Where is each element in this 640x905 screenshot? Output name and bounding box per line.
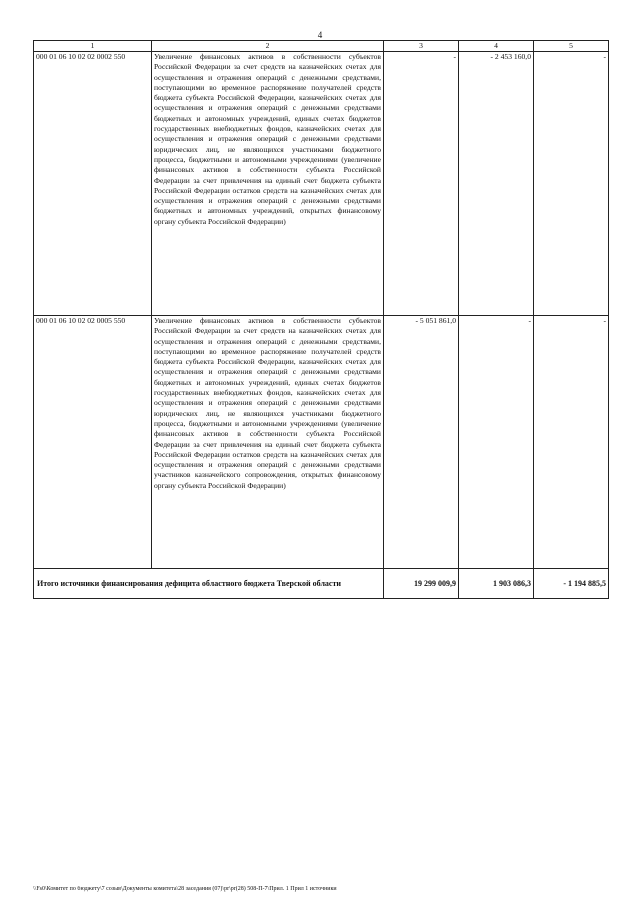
total-row bbox=[34, 569, 609, 599]
total-label: Итого источники финансирования дефицита областного бюджета Тверской области bbox=[34, 569, 384, 599]
header-col-4: 4 bbox=[459, 41, 534, 52]
table-row bbox=[34, 52, 609, 316]
file-path-footer: \\Fs0\Комитет по бюджету\7 созыв\Документы комитета\28 заседания (07)\pr\pr(28) 508-П-7\Прил. 1 Прил 1 источники bbox=[33, 886, 337, 892]
value-cell-col4: - bbox=[459, 316, 534, 569]
header-col-2: 2 bbox=[152, 41, 384, 52]
financing-sources-table bbox=[33, 40, 609, 599]
total-col5: - 1 194 885,5 bbox=[534, 569, 609, 599]
header-col-3: 3 bbox=[384, 41, 459, 52]
value-cell-col5: - bbox=[534, 316, 609, 569]
header-col-5: 5 bbox=[534, 41, 609, 52]
value-cell-col3: - bbox=[384, 52, 459, 316]
budget-code-cell: 000 01 06 10 02 02 0005 550 bbox=[34, 316, 152, 569]
value-cell-col4: - 2 453 160,0 bbox=[459, 52, 534, 316]
total-col3: 19 299 009,9 bbox=[384, 569, 459, 599]
description-cell: Увеличение финансовых активов в собственности субъектов Российской Федерации за счет средств на казначейских счетах для осуществления и отражения операций с денежными средствами, поступающими во временное распоряжение получателей средств бюджета субъекта Российской Федерации, казначейских счетах для осуществления и отражения операций с денежными средствами бюджетных и автономных учреждений, единых счетах бюджетов государственных внебюджетных фондов, казначейских счетах для осуществления и отражения операций с денежными средствами юридических лиц, не являющихся участниками бюджетного процесса, бюджетными и автономными учреждениями (увеличение финансовых активов в собственности субъекта Российской Федерации за счет привлечения на единый счет бюджета субъекта Российской Федерации остатков средств на казначейских счетах для осуществления и отражения операций с денежными средствами участников казначейского сопровождения, открытых финансовому органу субъекта Российской Федерации) bbox=[152, 316, 384, 569]
column-number-row bbox=[34, 41, 609, 52]
table-row bbox=[34, 316, 609, 569]
page-number: 4 bbox=[317, 30, 323, 40]
value-cell-col3: - 5 051 861,0 bbox=[384, 316, 459, 569]
total-col4: 1 903 086,3 bbox=[459, 569, 534, 599]
description-cell: Увеличение финансовых активов в собственности субъектов Российской Федерации за счет средств на казначейских счетах для осуществления и отражения операций с денежными средствами, поступающими во временное распоряжение получателей средств бюджета субъекта Российской Федерации, казначейских счетах для осуществления и отражения операций с денежными средствами бюджетных и автономных учреждений, единых счетах бюджетов государственных внебюджетных фондов, казначейских счетах для осуществления и отражения операций с денежными средствами юридических лиц, не являющихся участниками бюджетного процесса, бюджетными и автономными учреждениями (увеличение финансовых активов в собственности субъекта Российской Федерации за счет привлечения на единый счет бюджета субъекта Российской Федерации остатков средств на казначейских счетах для осуществления и отражения операций с денежными средствами бюджетных и автономных учреждений, открытых финансовому органу субъекта Российской Федерации) bbox=[152, 52, 384, 316]
value-cell-col5: - bbox=[534, 52, 609, 316]
header-col-1: 1 bbox=[34, 41, 152, 52]
budget-code-cell: 000 01 06 10 02 02 0002 550 bbox=[34, 52, 152, 316]
